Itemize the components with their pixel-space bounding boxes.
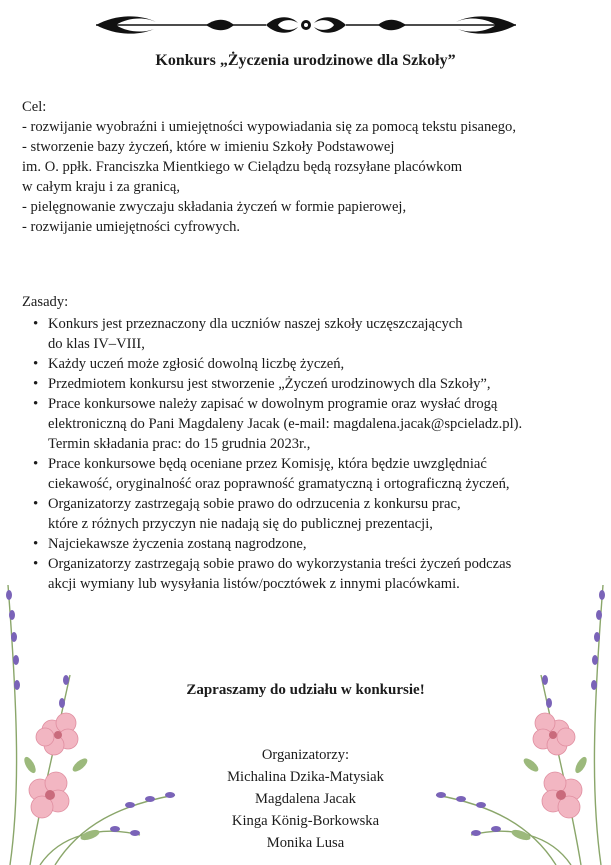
rule-text: ciekawość, oryginalność oraz poprawność gramatyczną i ortograficzną życzeń, [48, 476, 510, 492]
page-title: Konkurs „Życzenia urodzinowe dla Szkoły” [155, 52, 456, 69]
rule-text: • Każdy uczeń może zgłosić dowolną liczbę życzeń, [48, 356, 345, 372]
rule-text: które z różnych przyczyn nie nadają się do publicznej prezentacji, [48, 516, 433, 532]
goals-line: - rozwijanie wyobraźni i umiejętności wypowiadania się za pomocą tekstu pisanego, [22, 119, 517, 135]
rule-item [22, 394, 602, 454]
rule-item [22, 454, 602, 494]
rule-text: • Prace konkursowe należy zapisać w dowolnym programie oraz wysłać drogą [48, 396, 498, 412]
rule-text: • Organizatorzy zastrzegają sobie prawo do wykorzystania treści życzeń podczas [48, 556, 512, 572]
goals-line: - pielęgnowanie zwyczaju składania życzeń w formie papierowej, [22, 199, 407, 215]
rule-text: Termin składania prac: do 15 grudnia 2023r., [48, 436, 311, 452]
organizer-name: Michalina Dzika-Matysiak [227, 769, 384, 785]
organizers-heading: Organizatorzy: [261, 747, 350, 763]
rules-list [22, 314, 602, 594]
rule-text: elektroniczną do Pani Magdaleny Jacak (e-mail: magdalena.jacak@spcieladz.pl). [48, 416, 523, 432]
rules-section [22, 292, 602, 594]
rules-heading: Zasady: [22, 294, 69, 310]
rule-text: akcji wymiany lub wysyłania listów/pocztówek z innymi placówkami. [48, 576, 460, 592]
rule-text: • Prace konkursowe będą oceniane przez Komisję, która będzie uwzględniać [48, 456, 487, 472]
rule-text: • Organizatorzy zastrzegają sobie prawo do odrzucenia z konkursu prac, [48, 496, 461, 512]
rule-item [22, 374, 602, 394]
organizer-name: Monika Lusa [266, 835, 345, 851]
goals-line: - rozwijanie umiejętności cyfrowych. [22, 219, 241, 235]
rule-item [22, 314, 602, 354]
top-ornament-divider [86, 12, 526, 38]
goals-line: w całym kraju i za granicą, [22, 179, 181, 195]
rule-text: • Najciekawsze życzenia zostaną nagrodzone, [48, 536, 307, 552]
rule-item [22, 534, 602, 554]
goals-section [22, 97, 602, 237]
rule-item [22, 494, 602, 534]
organizer-name: Kinga König-Borkowska [231, 813, 380, 829]
invitation-text: Zapraszamy do udziału w konkursie! [186, 682, 425, 698]
rule-item [22, 354, 602, 374]
goals-line: - stworzenie bazy życzeń, które w imieniu Szkoły Podstawowej [22, 139, 395, 155]
rule-text: do klas IV–VIII, [48, 336, 145, 352]
goals-line: im. O. ppłk. Franciszka Mientkiego w Cielądzu będą rozsyłane placówkom [22, 159, 463, 175]
floral-decoration-left-icon [0, 575, 200, 865]
rule-text: • Przedmiotem konkursu jest stworzenie „Życzeń urodzinowych dla Szkoły”, [48, 376, 491, 392]
floral-decoration-right-icon [411, 575, 611, 865]
goals-heading: Cel: [22, 99, 47, 115]
organizer-name: Magdalena Jacak [255, 791, 356, 807]
rule-text: • Konkurs jest przeznaczony dla uczniów naszej szkoły uczęszczających [48, 316, 463, 332]
